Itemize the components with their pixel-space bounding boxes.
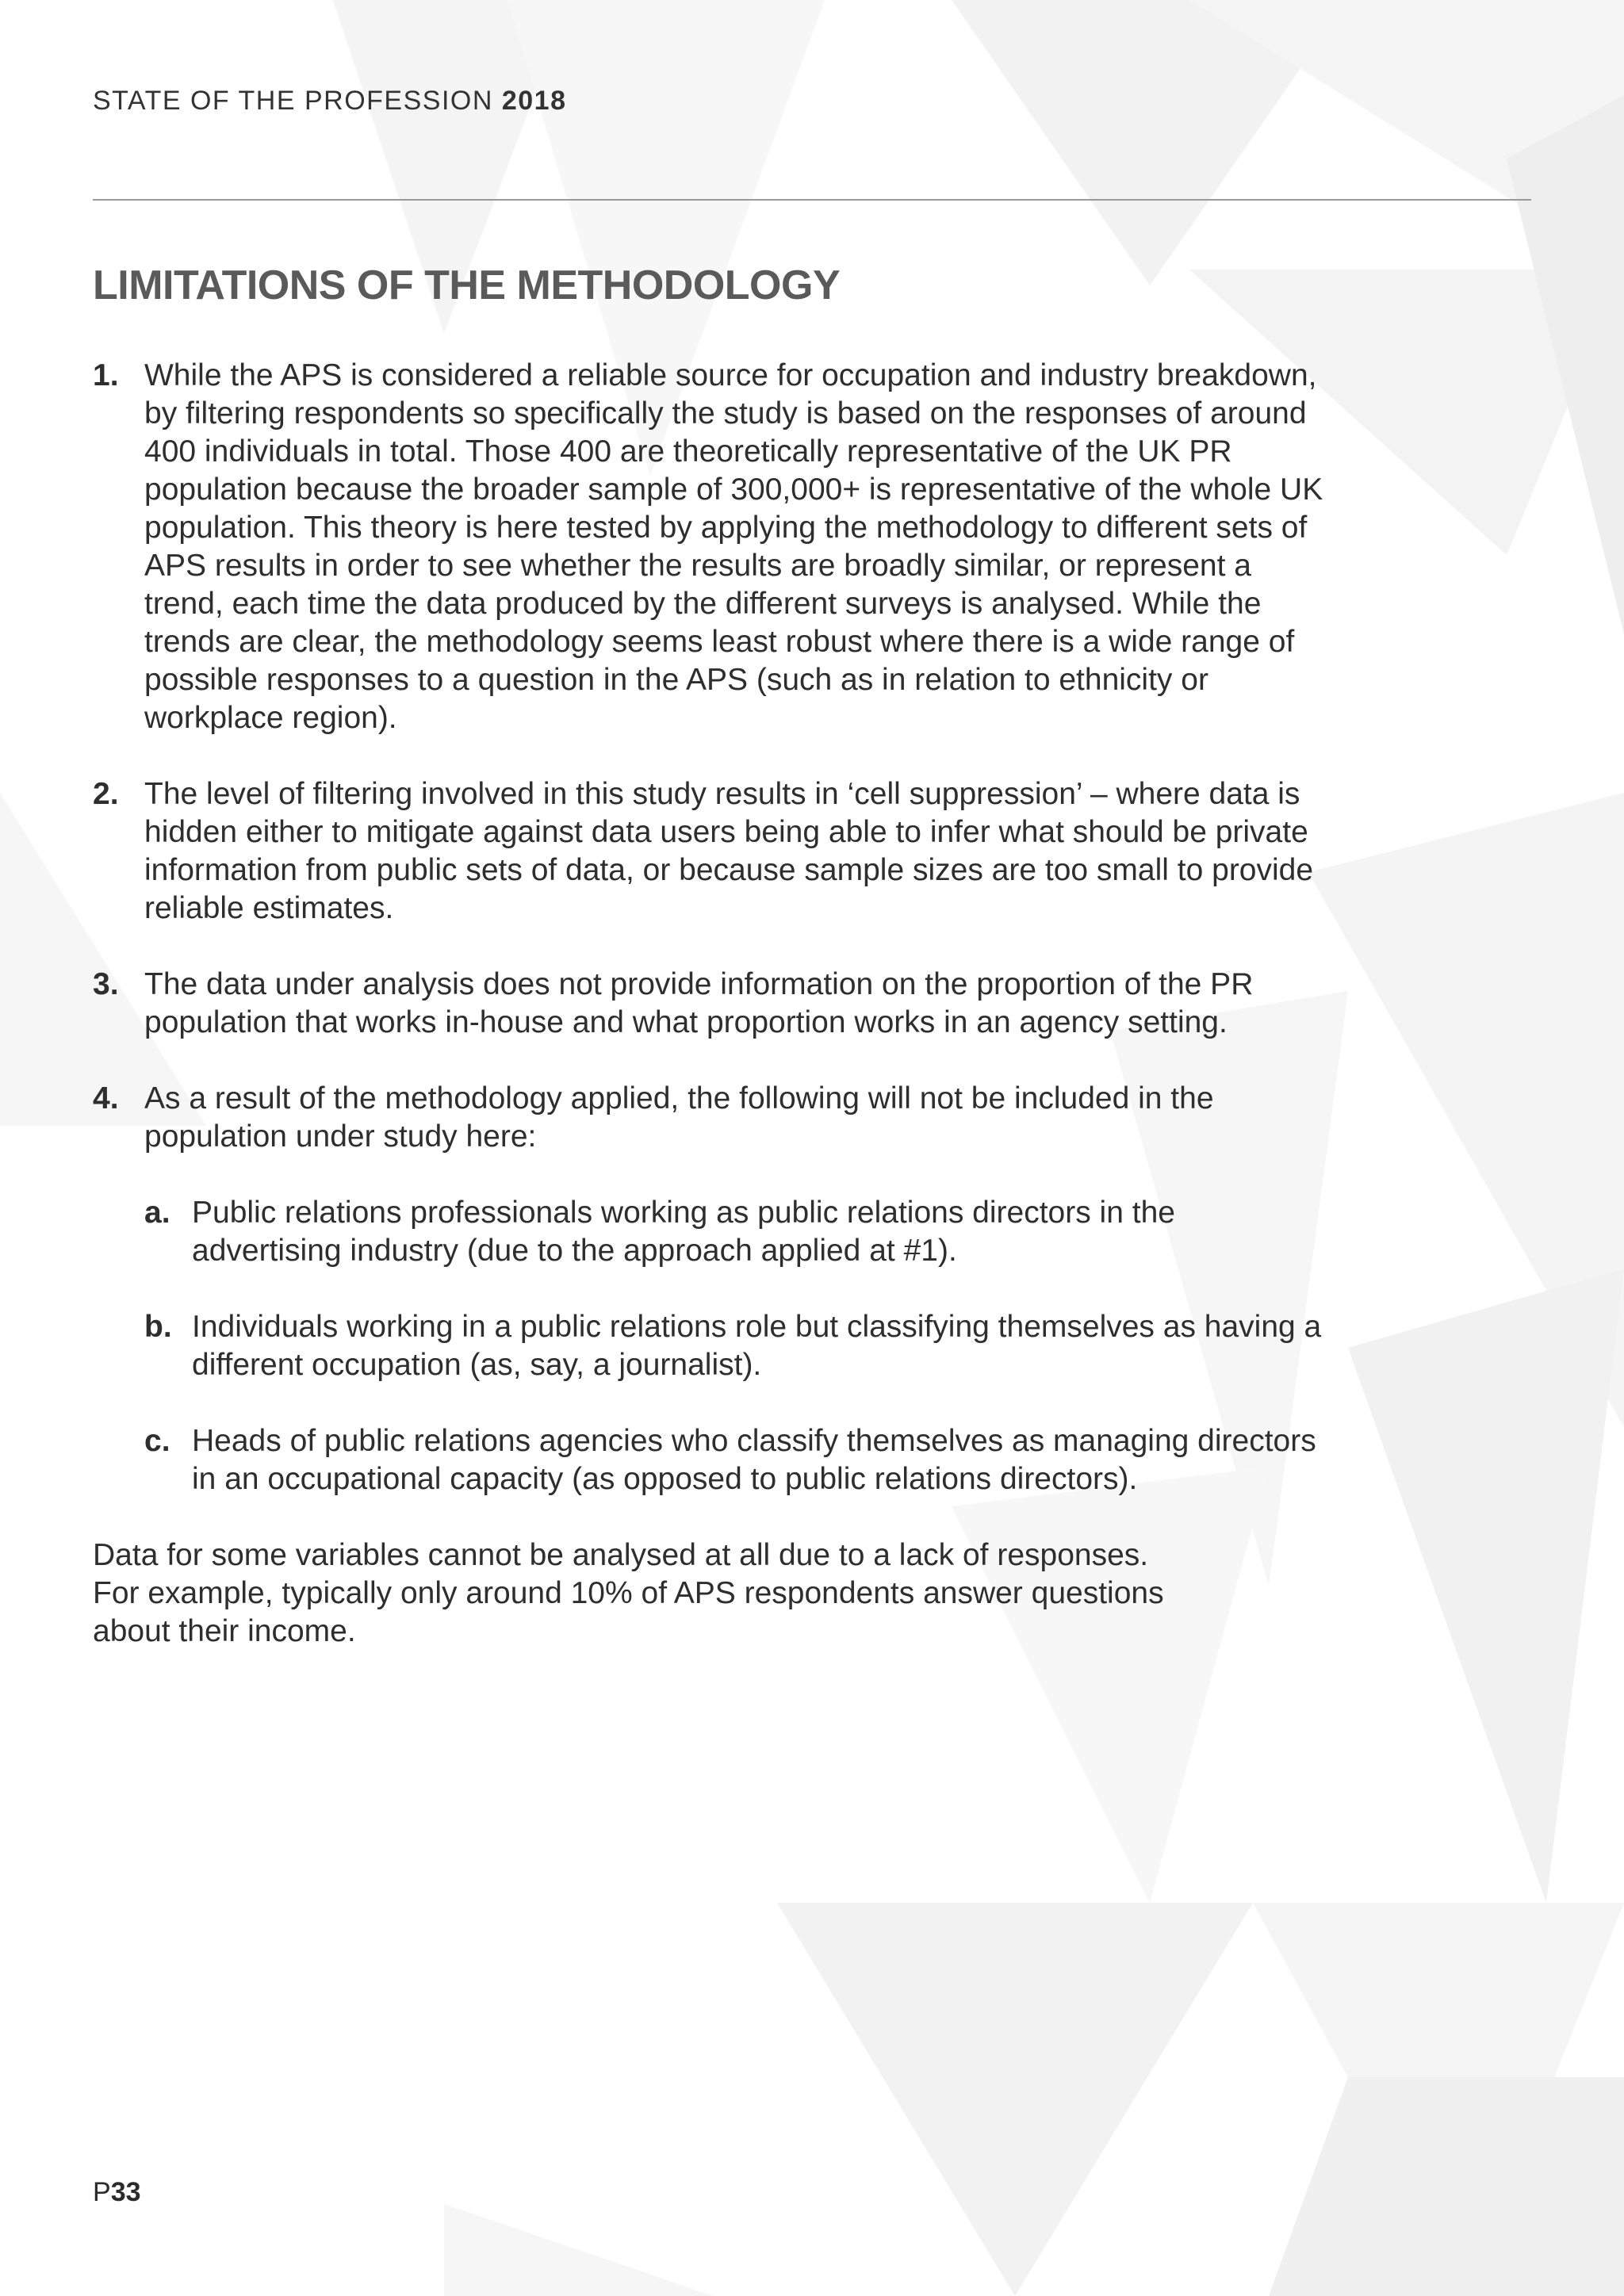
sub-list-item <box>93 1422 1330 1498</box>
running-header <box>93 86 566 117</box>
list-item-text: The data under analysis does not provide information on the proportion of the PR population that works in-house and what proportion works in an agency setting. <box>144 967 1254 1039</box>
sub-list-item-letter: a. <box>144 1196 170 1230</box>
header-divider <box>93 199 1531 201</box>
list-item <box>93 775 1330 928</box>
list-item-text: The level of filtering involved in this study results in ‘cell suppression’ – where data is hidden either to mitigate against data users being able to infer what should be private information from public sets of data, or because sample sizes are too small to provide reliable estimates. <box>144 777 1314 925</box>
content-body <box>93 357 1330 1682</box>
sub-list-item-text: Individuals working in a public relations role but classifying themselves as having a different occupation (as, say, a journalist). <box>192 1310 1322 1382</box>
list-item-number: 1. <box>93 358 119 392</box>
sub-list-item-letter: c. <box>144 1424 170 1458</box>
page-footer <box>93 2177 141 2208</box>
page-number: 33 <box>110 2177 141 2207</box>
header-year: 2018 <box>501 86 567 116</box>
section-title: LIMITATIONS OF THE METHODOLOGY <box>93 262 841 308</box>
sub-list-item-letter: b. <box>144 1310 172 1344</box>
header-prefix: STATE OF THE PROFESSION <box>93 86 493 116</box>
list-item-number: 4. <box>93 1081 119 1115</box>
sub-list-item-text: Heads of public relations agencies who classify themselves as managing directors in an occupational capacity (as opposed to public relations directors). <box>192 1424 1316 1496</box>
closing-paragraph: Data for some variables cannot be analysed at all due to a lack of responses. For example, typically only around 10% of APS respondents answer questions about their income. <box>93 1538 1164 1648</box>
list-item <box>93 1080 1330 1156</box>
sub-list-item-text: Public relations professionals working as public relations directors in the advertising industry (due to the approach applied at #1). <box>192 1196 1175 1268</box>
list-item <box>93 966 1330 1042</box>
list-item <box>93 357 1330 737</box>
sub-list-item <box>93 1308 1330 1384</box>
sub-list-item <box>93 1194 1330 1270</box>
list-item-text: While the APS is considered a reliable source for occupation and industry breakdown, by filtering respondents so specifically the study is based on the responses of around 400 individuals in total. Those 400 are theoretically representative of the UK PR population because the broader sample of 300,000+ is representative of the whole UK population. This theory is here tested by applying the methodology to different sets of APS results in order to see whether the results are broadly similar, or represent a trend, each time the data produced by the different surveys is analysed. While the trends are clear, the methodology seems least robust where there is a wide range of possible responses to a question in the APS (such as in relation to ethnicity or workplace region). <box>144 358 1323 735</box>
list-item-number: 2. <box>93 777 119 811</box>
page-prefix: P <box>93 2177 111 2207</box>
list-item-number: 3. <box>93 967 119 1001</box>
list-item-text: As a result of the methodology applied, the following will not be included in the population under study here: <box>144 1081 1214 1154</box>
